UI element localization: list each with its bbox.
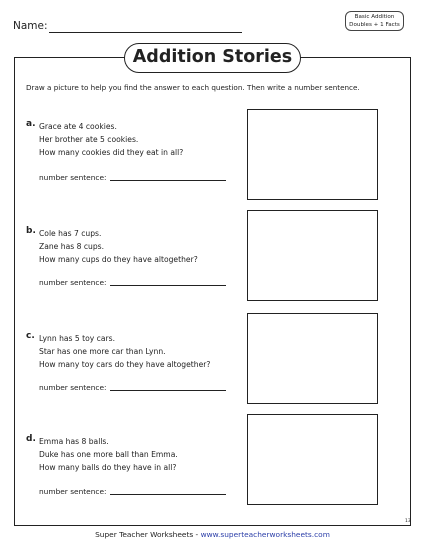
problem-line: How many toy cars do they have altogether? [39, 360, 211, 369]
drawing-box-a[interactable] [247, 109, 378, 200]
name-line[interactable] [49, 32, 242, 33]
problem-line: Lynn has 5 toy cars. [39, 334, 115, 343]
problem-line: Emma has 8 balls. [39, 437, 109, 446]
problem-line: Duke has one more ball than Emma. [39, 450, 178, 459]
topic-tag [345, 11, 404, 31]
problem-line: Zane has 8 cups. [39, 242, 105, 251]
number-sentence-label: number sentence: [39, 487, 107, 496]
problem-letter: c. [26, 331, 35, 341]
number-sentence-label: number sentence: [39, 173, 107, 182]
problem-letter: a. [26, 119, 36, 129]
number-sentence[interactable] [39, 278, 226, 287]
problem-text [39, 120, 183, 159]
name-label: Name: [13, 20, 48, 32]
problem-text [39, 435, 178, 474]
topic-tag-line1: Basic Addition [354, 14, 395, 20]
problem-text [39, 227, 198, 266]
problem-letter: b. [26, 226, 36, 236]
footer [0, 530, 425, 539]
problem-line: Her brother ate 5 cookies. [39, 135, 139, 144]
number-sentence-label: number sentence: [39, 278, 107, 287]
number-sentence-line[interactable] [110, 180, 226, 181]
problem-letter: d. [26, 434, 36, 444]
drawing-box-b[interactable] [247, 210, 378, 301]
problem-line: Cole has 7 cups. [39, 229, 102, 238]
number-sentence-label: number sentence: [39, 383, 107, 392]
page-number: 13 [405, 519, 411, 524]
footer-brand: Super Teacher Worksheets [95, 530, 194, 539]
number-sentence[interactable] [39, 487, 226, 496]
number-sentence-line[interactable] [110, 285, 226, 286]
number-sentence-line[interactable] [110, 494, 226, 495]
number-sentence-line[interactable] [110, 390, 226, 391]
footer-separator: - [193, 530, 201, 539]
topic-tag-line2: Doubles + 1 Facts [349, 21, 400, 28]
number-sentence[interactable] [39, 383, 226, 392]
problem-line: How many cups do they have altogether? [39, 255, 198, 264]
problem-d [26, 434, 236, 504]
problem-line: Grace ate 4 cookies. [39, 122, 117, 131]
problem-line: How many cookies did they eat in all? [39, 148, 184, 157]
instructions: Draw a picture to help you find the answer to each question. Then write a number sentence. [26, 83, 360, 92]
worksheet-title: Addition Stories [124, 43, 301, 73]
drawing-box-c[interactable] [247, 313, 378, 404]
drawing-box-d[interactable] [247, 414, 378, 505]
problem-c [26, 331, 236, 401]
footer-url-link[interactable]: www.superteacherworksheets.com [200, 530, 330, 539]
problem-text [39, 332, 210, 371]
problem-b [26, 226, 236, 296]
problem-line: Star has one more car than Lynn. [39, 347, 166, 356]
problem-line: How many balls do they have in all? [39, 463, 177, 472]
number-sentence[interactable] [39, 173, 226, 182]
problem-a [26, 119, 236, 189]
